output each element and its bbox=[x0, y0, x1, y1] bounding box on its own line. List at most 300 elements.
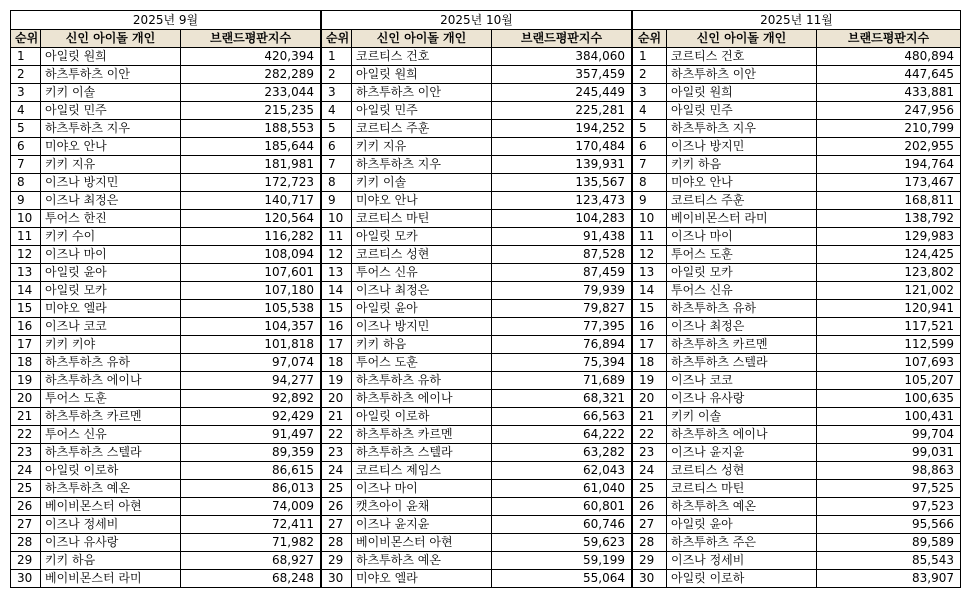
rank-cell: 11 bbox=[11, 228, 41, 246]
score-cell: 66,563 bbox=[492, 408, 632, 426]
table-row bbox=[633, 498, 961, 516]
idol-name-cell: 이즈나 마이 bbox=[41, 246, 181, 264]
idol-name-cell: 투어스 신유 bbox=[352, 264, 492, 282]
score-cell: 97,074 bbox=[181, 354, 321, 372]
rank-cell: 28 bbox=[633, 534, 667, 552]
idol-name-cell: 하츠투하츠 지우 bbox=[667, 120, 817, 138]
table-row bbox=[11, 246, 321, 264]
score-cell: 225,281 bbox=[492, 102, 632, 120]
rank-cell: 16 bbox=[633, 318, 667, 336]
idol-name-cell: 하츠투하츠 스텔라 bbox=[352, 444, 492, 462]
idol-name-cell: 하츠투하츠 카르멘 bbox=[667, 336, 817, 354]
rank-cell: 19 bbox=[11, 372, 41, 390]
idol-name-cell: 이즈나 마이 bbox=[667, 228, 817, 246]
score-cell: 79,827 bbox=[492, 300, 632, 318]
score-cell: 120,564 bbox=[181, 210, 321, 228]
rank-cell: 23 bbox=[322, 444, 352, 462]
score-cell: 447,645 bbox=[817, 66, 961, 84]
header-score: 브랜드평판지수 bbox=[817, 30, 961, 48]
table-row bbox=[322, 318, 632, 336]
rank-cell: 11 bbox=[322, 228, 352, 246]
table-row bbox=[633, 84, 961, 102]
table-row bbox=[633, 480, 961, 498]
idol-name-cell: 이즈나 정세비 bbox=[667, 552, 817, 570]
header-rank: 순위 bbox=[11, 30, 41, 48]
idol-name-cell: 하츠투하츠 이안 bbox=[667, 66, 817, 84]
idol-name-cell: 베이비몬스터 아현 bbox=[41, 498, 181, 516]
table-row bbox=[11, 462, 321, 480]
rank-cell: 27 bbox=[322, 516, 352, 534]
table-row bbox=[322, 102, 632, 120]
rank-cell: 15 bbox=[11, 300, 41, 318]
score-cell: 62,043 bbox=[492, 462, 632, 480]
score-cell: 123,802 bbox=[817, 264, 961, 282]
table-row bbox=[322, 570, 632, 588]
table-row bbox=[11, 300, 321, 318]
idol-name-cell: 하츠투하츠 예온 bbox=[352, 552, 492, 570]
rank-cell: 24 bbox=[11, 462, 41, 480]
rank-cell: 15 bbox=[322, 300, 352, 318]
table-row bbox=[322, 516, 632, 534]
header-score: 브랜드평판지수 bbox=[181, 30, 321, 48]
table-row bbox=[11, 354, 321, 372]
score-cell: 100,635 bbox=[817, 390, 961, 408]
rank-cell: 11 bbox=[633, 228, 667, 246]
rank-cell: 17 bbox=[322, 336, 352, 354]
table-row bbox=[11, 210, 321, 228]
table-row bbox=[322, 354, 632, 372]
rank-cell: 6 bbox=[633, 138, 667, 156]
idol-name-cell: 투어스 신유 bbox=[667, 282, 817, 300]
idol-name-cell: 하츠투하츠 지우 bbox=[41, 120, 181, 138]
score-cell: 59,623 bbox=[492, 534, 632, 552]
rank-cell: 2 bbox=[322, 66, 352, 84]
rank-cell: 21 bbox=[11, 408, 41, 426]
score-cell: 194,764 bbox=[817, 156, 961, 174]
rank-cell: 15 bbox=[633, 300, 667, 318]
idol-name-cell: 이즈나 방지민 bbox=[667, 138, 817, 156]
score-cell: 95,566 bbox=[817, 516, 961, 534]
table-row bbox=[322, 120, 632, 138]
score-cell: 247,956 bbox=[817, 102, 961, 120]
table-row bbox=[322, 228, 632, 246]
rank-cell: 2 bbox=[11, 66, 41, 84]
idol-name-cell: 아일릿 원희 bbox=[352, 66, 492, 84]
idol-name-cell: 베이비몬스터 아현 bbox=[352, 534, 492, 552]
idol-name-cell: 하츠투하츠 에이나 bbox=[352, 390, 492, 408]
idol-name-cell: 이즈나 코코 bbox=[667, 372, 817, 390]
score-cell: 92,892 bbox=[181, 390, 321, 408]
idol-name-cell: 키키 지유 bbox=[41, 156, 181, 174]
table-row bbox=[322, 282, 632, 300]
table-row bbox=[322, 48, 632, 66]
table-row bbox=[11, 570, 321, 588]
rank-cell: 9 bbox=[322, 192, 352, 210]
table-row bbox=[633, 570, 961, 588]
rank-cell: 26 bbox=[633, 498, 667, 516]
idol-name-cell: 이즈나 정세비 bbox=[41, 516, 181, 534]
idol-name-cell: 투어스 도훈 bbox=[667, 246, 817, 264]
table-row bbox=[633, 552, 961, 570]
table-row bbox=[322, 426, 632, 444]
score-cell: 107,180 bbox=[181, 282, 321, 300]
rank-cell: 12 bbox=[633, 246, 667, 264]
table-row bbox=[11, 48, 321, 66]
score-cell: 202,955 bbox=[817, 138, 961, 156]
idol-name-cell: 아일릿 이로하 bbox=[41, 462, 181, 480]
table-row bbox=[633, 228, 961, 246]
idol-name-cell: 키키 이솔 bbox=[667, 408, 817, 426]
month-title: 2025년 11월 bbox=[633, 11, 961, 30]
table-row bbox=[633, 318, 961, 336]
rank-cell: 18 bbox=[633, 354, 667, 372]
table-row bbox=[322, 300, 632, 318]
score-cell: 59,199 bbox=[492, 552, 632, 570]
table-row bbox=[11, 66, 321, 84]
idol-name-cell: 키키 지유 bbox=[352, 138, 492, 156]
table-row bbox=[633, 102, 961, 120]
rank-cell: 14 bbox=[633, 282, 667, 300]
rank-cell: 28 bbox=[11, 534, 41, 552]
score-cell: 86,615 bbox=[181, 462, 321, 480]
rank-cell: 6 bbox=[11, 138, 41, 156]
rank-cell: 4 bbox=[633, 102, 667, 120]
idol-name-cell: 캣츠아이 윤채 bbox=[352, 498, 492, 516]
rank-cell: 8 bbox=[11, 174, 41, 192]
ranking-table bbox=[10, 10, 321, 588]
idol-name-cell: 아일릿 이로하 bbox=[352, 408, 492, 426]
table-row bbox=[322, 390, 632, 408]
rank-cell: 30 bbox=[633, 570, 667, 588]
table-row bbox=[322, 84, 632, 102]
rank-cell: 14 bbox=[11, 282, 41, 300]
score-cell: 107,601 bbox=[181, 264, 321, 282]
idol-name-cell: 이즈나 유사랑 bbox=[667, 390, 817, 408]
idol-name-cell: 아일릿 민주 bbox=[667, 102, 817, 120]
score-cell: 120,941 bbox=[817, 300, 961, 318]
rank-cell: 29 bbox=[11, 552, 41, 570]
score-cell: 101,818 bbox=[181, 336, 321, 354]
idol-name-cell: 하츠투하츠 에이나 bbox=[667, 426, 817, 444]
score-cell: 172,723 bbox=[181, 174, 321, 192]
idol-name-cell: 이즈나 최정은 bbox=[41, 192, 181, 210]
table-row bbox=[11, 498, 321, 516]
idol-name-cell: 키키 키야 bbox=[41, 336, 181, 354]
idol-name-cell: 하츠투하츠 유하 bbox=[41, 354, 181, 372]
score-cell: 92,429 bbox=[181, 408, 321, 426]
table-row bbox=[633, 264, 961, 282]
score-cell: 97,523 bbox=[817, 498, 961, 516]
rank-cell: 1 bbox=[322, 48, 352, 66]
rank-cell: 12 bbox=[322, 246, 352, 264]
idol-name-cell: 아일릿 윤아 bbox=[352, 300, 492, 318]
idol-name-cell: 이즈나 마이 bbox=[352, 480, 492, 498]
score-cell: 188,553 bbox=[181, 120, 321, 138]
rank-cell: 13 bbox=[633, 264, 667, 282]
score-cell: 87,528 bbox=[492, 246, 632, 264]
idol-name-cell: 코르티스 제임스 bbox=[352, 462, 492, 480]
rank-cell: 19 bbox=[322, 372, 352, 390]
rank-cell: 17 bbox=[633, 336, 667, 354]
header-score: 브랜드평판지수 bbox=[492, 30, 632, 48]
table-row bbox=[11, 336, 321, 354]
rank-cell: 19 bbox=[633, 372, 667, 390]
score-cell: 181,981 bbox=[181, 156, 321, 174]
score-cell: 170,484 bbox=[492, 138, 632, 156]
header-rank: 순위 bbox=[322, 30, 352, 48]
rank-cell: 10 bbox=[633, 210, 667, 228]
idol-name-cell: 키키 하음 bbox=[352, 336, 492, 354]
rank-cell: 24 bbox=[633, 462, 667, 480]
table-row bbox=[633, 192, 961, 210]
idol-name-cell: 하츠투하츠 이안 bbox=[352, 84, 492, 102]
idol-name-cell: 미야오 엘라 bbox=[352, 570, 492, 588]
ranking-table bbox=[632, 10, 961, 588]
month-title: 2025년 10월 bbox=[322, 11, 632, 30]
idol-name-cell: 이즈나 최정은 bbox=[667, 318, 817, 336]
table-row bbox=[633, 372, 961, 390]
table-row bbox=[11, 282, 321, 300]
idol-name-cell: 아일릿 원희 bbox=[41, 48, 181, 66]
rank-cell: 21 bbox=[322, 408, 352, 426]
rank-cell: 21 bbox=[633, 408, 667, 426]
table-row bbox=[322, 480, 632, 498]
score-cell: 138,792 bbox=[817, 210, 961, 228]
rank-cell: 8 bbox=[322, 174, 352, 192]
table-row bbox=[633, 138, 961, 156]
table-row bbox=[11, 444, 321, 462]
idol-name-cell: 아일릿 민주 bbox=[41, 102, 181, 120]
rank-cell: 9 bbox=[11, 192, 41, 210]
table-row bbox=[11, 192, 321, 210]
score-cell: 121,002 bbox=[817, 282, 961, 300]
idol-name-cell: 이즈나 방지민 bbox=[352, 318, 492, 336]
idol-name-cell: 하츠투하츠 에이나 bbox=[41, 372, 181, 390]
rank-cell: 25 bbox=[11, 480, 41, 498]
idol-name-cell: 코르티스 건호 bbox=[352, 48, 492, 66]
rank-cell: 24 bbox=[322, 462, 352, 480]
month-title: 2025년 9월 bbox=[11, 11, 321, 30]
score-cell: 129,983 bbox=[817, 228, 961, 246]
header-name: 신인 아이돌 개인 bbox=[352, 30, 492, 48]
idol-name-cell: 하츠투하츠 예온 bbox=[667, 498, 817, 516]
score-cell: 91,438 bbox=[492, 228, 632, 246]
ranking-table bbox=[321, 10, 632, 588]
idol-name-cell: 아일릿 모카 bbox=[667, 264, 817, 282]
score-cell: 112,599 bbox=[817, 336, 961, 354]
idol-name-cell: 투어스 도훈 bbox=[41, 390, 181, 408]
month-panel-sep bbox=[10, 10, 320, 604]
table-row bbox=[11, 228, 321, 246]
idol-name-cell: 키키 하음 bbox=[41, 552, 181, 570]
table-row bbox=[11, 516, 321, 534]
table-row bbox=[322, 210, 632, 228]
rank-cell: 12 bbox=[11, 246, 41, 264]
idol-name-cell: 이즈나 윤지윤 bbox=[667, 444, 817, 462]
idol-name-cell: 하츠투하츠 유하 bbox=[667, 300, 817, 318]
score-cell: 139,931 bbox=[492, 156, 632, 174]
header-rank: 순위 bbox=[633, 30, 667, 48]
rank-cell: 18 bbox=[322, 354, 352, 372]
score-cell: 68,927 bbox=[181, 552, 321, 570]
table-row bbox=[633, 336, 961, 354]
table-row bbox=[633, 300, 961, 318]
table-row bbox=[633, 390, 961, 408]
rank-cell: 18 bbox=[11, 354, 41, 372]
idol-name-cell: 미야오 엘라 bbox=[41, 300, 181, 318]
table-row bbox=[11, 264, 321, 282]
score-cell: 282,289 bbox=[181, 66, 321, 84]
score-cell: 215,235 bbox=[181, 102, 321, 120]
header-name: 신인 아이돌 개인 bbox=[667, 30, 817, 48]
table-row bbox=[633, 534, 961, 552]
table-row bbox=[322, 408, 632, 426]
score-cell: 100,431 bbox=[817, 408, 961, 426]
score-cell: 71,982 bbox=[181, 534, 321, 552]
score-cell: 89,359 bbox=[181, 444, 321, 462]
score-cell: 79,939 bbox=[492, 282, 632, 300]
idol-name-cell: 코르티스 마틴 bbox=[352, 210, 492, 228]
score-cell: 105,538 bbox=[181, 300, 321, 318]
score-cell: 55,064 bbox=[492, 570, 632, 588]
idol-name-cell: 키키 하음 bbox=[667, 156, 817, 174]
rank-cell: 4 bbox=[322, 102, 352, 120]
score-cell: 107,693 bbox=[817, 354, 961, 372]
idol-name-cell: 키키 이솔 bbox=[352, 174, 492, 192]
table-row bbox=[11, 156, 321, 174]
rank-cell: 13 bbox=[11, 264, 41, 282]
table-row bbox=[322, 498, 632, 516]
table-row bbox=[322, 174, 632, 192]
idol-name-cell: 아일릿 이로하 bbox=[667, 570, 817, 588]
idol-name-cell: 키키 수이 bbox=[41, 228, 181, 246]
idol-name-cell: 이즈나 최정은 bbox=[352, 282, 492, 300]
score-cell: 72,411 bbox=[181, 516, 321, 534]
idol-name-cell: 코르티스 마틴 bbox=[667, 480, 817, 498]
rank-cell: 5 bbox=[11, 120, 41, 138]
table-row bbox=[322, 552, 632, 570]
idol-name-cell: 이즈나 윤지윤 bbox=[352, 516, 492, 534]
rank-cell: 23 bbox=[11, 444, 41, 462]
score-cell: 124,425 bbox=[817, 246, 961, 264]
score-cell: 68,321 bbox=[492, 390, 632, 408]
table-row bbox=[322, 336, 632, 354]
table-row bbox=[11, 102, 321, 120]
header-name: 신인 아이돌 개인 bbox=[41, 30, 181, 48]
score-cell: 60,746 bbox=[492, 516, 632, 534]
score-cell: 60,801 bbox=[492, 498, 632, 516]
table-row bbox=[633, 408, 961, 426]
score-cell: 194,252 bbox=[492, 120, 632, 138]
table-row bbox=[633, 354, 961, 372]
score-cell: 168,811 bbox=[817, 192, 961, 210]
table-row bbox=[633, 426, 961, 444]
score-cell: 76,894 bbox=[492, 336, 632, 354]
score-cell: 74,009 bbox=[181, 498, 321, 516]
rank-cell: 26 bbox=[11, 498, 41, 516]
table-row bbox=[322, 264, 632, 282]
idol-name-cell: 아일릿 민주 bbox=[352, 102, 492, 120]
ranking-tables bbox=[10, 10, 960, 604]
rank-cell: 10 bbox=[11, 210, 41, 228]
score-cell: 384,060 bbox=[492, 48, 632, 66]
idol-name-cell: 아일릿 원희 bbox=[667, 84, 817, 102]
rank-cell: 25 bbox=[322, 480, 352, 498]
rank-cell: 8 bbox=[633, 174, 667, 192]
idol-name-cell: 아일릿 모카 bbox=[352, 228, 492, 246]
idol-name-cell: 하츠투하츠 주은 bbox=[667, 534, 817, 552]
score-cell: 98,863 bbox=[817, 462, 961, 480]
table-row bbox=[322, 138, 632, 156]
month-panel-oct bbox=[321, 10, 631, 604]
rank-cell: 25 bbox=[633, 480, 667, 498]
idol-name-cell: 아일릿 모카 bbox=[41, 282, 181, 300]
rank-cell: 29 bbox=[633, 552, 667, 570]
rank-cell: 2 bbox=[633, 66, 667, 84]
table-row bbox=[11, 534, 321, 552]
idol-name-cell: 코르티스 성현 bbox=[352, 246, 492, 264]
table-row bbox=[322, 372, 632, 390]
month-panel-nov bbox=[632, 10, 960, 604]
score-cell: 64,222 bbox=[492, 426, 632, 444]
score-cell: 140,717 bbox=[181, 192, 321, 210]
rank-cell: 3 bbox=[633, 84, 667, 102]
idol-name-cell: 베이비몬스터 라미 bbox=[667, 210, 817, 228]
table-row bbox=[11, 174, 321, 192]
score-cell: 117,521 bbox=[817, 318, 961, 336]
idol-name-cell: 미야오 안나 bbox=[667, 174, 817, 192]
table-row bbox=[633, 282, 961, 300]
rank-cell: 7 bbox=[633, 156, 667, 174]
table-row bbox=[11, 552, 321, 570]
table-row bbox=[322, 534, 632, 552]
score-cell: 116,282 bbox=[181, 228, 321, 246]
score-cell: 245,449 bbox=[492, 84, 632, 102]
table-row bbox=[11, 426, 321, 444]
table-row bbox=[11, 372, 321, 390]
idol-name-cell: 코르티스 주훈 bbox=[667, 192, 817, 210]
idol-name-cell: 이즈나 방지민 bbox=[41, 174, 181, 192]
idol-name-cell: 하츠투하츠 스텔라 bbox=[41, 444, 181, 462]
idol-name-cell: 코르티스 주훈 bbox=[352, 120, 492, 138]
rank-cell: 14 bbox=[322, 282, 352, 300]
score-cell: 104,283 bbox=[492, 210, 632, 228]
rank-cell: 30 bbox=[11, 570, 41, 588]
rank-cell: 27 bbox=[633, 516, 667, 534]
table-row bbox=[633, 66, 961, 84]
table-row bbox=[11, 318, 321, 336]
idol-name-cell: 베이비몬스터 라미 bbox=[41, 570, 181, 588]
score-cell: 85,543 bbox=[817, 552, 961, 570]
rank-cell: 5 bbox=[633, 120, 667, 138]
score-cell: 77,395 bbox=[492, 318, 632, 336]
idol-name-cell: 투어스 신유 bbox=[41, 426, 181, 444]
rank-cell: 20 bbox=[633, 390, 667, 408]
rank-cell: 4 bbox=[11, 102, 41, 120]
rank-cell: 10 bbox=[322, 210, 352, 228]
idol-name-cell: 투어스 도훈 bbox=[352, 354, 492, 372]
rank-cell: 7 bbox=[11, 156, 41, 174]
score-cell: 123,473 bbox=[492, 192, 632, 210]
table-row bbox=[633, 48, 961, 66]
idol-name-cell: 미야오 안나 bbox=[352, 192, 492, 210]
rank-cell: 16 bbox=[11, 318, 41, 336]
score-cell: 104,357 bbox=[181, 318, 321, 336]
rank-cell: 28 bbox=[322, 534, 352, 552]
idol-name-cell: 아일릿 윤아 bbox=[41, 264, 181, 282]
score-cell: 71,689 bbox=[492, 372, 632, 390]
idol-name-cell: 미야오 안나 bbox=[41, 138, 181, 156]
